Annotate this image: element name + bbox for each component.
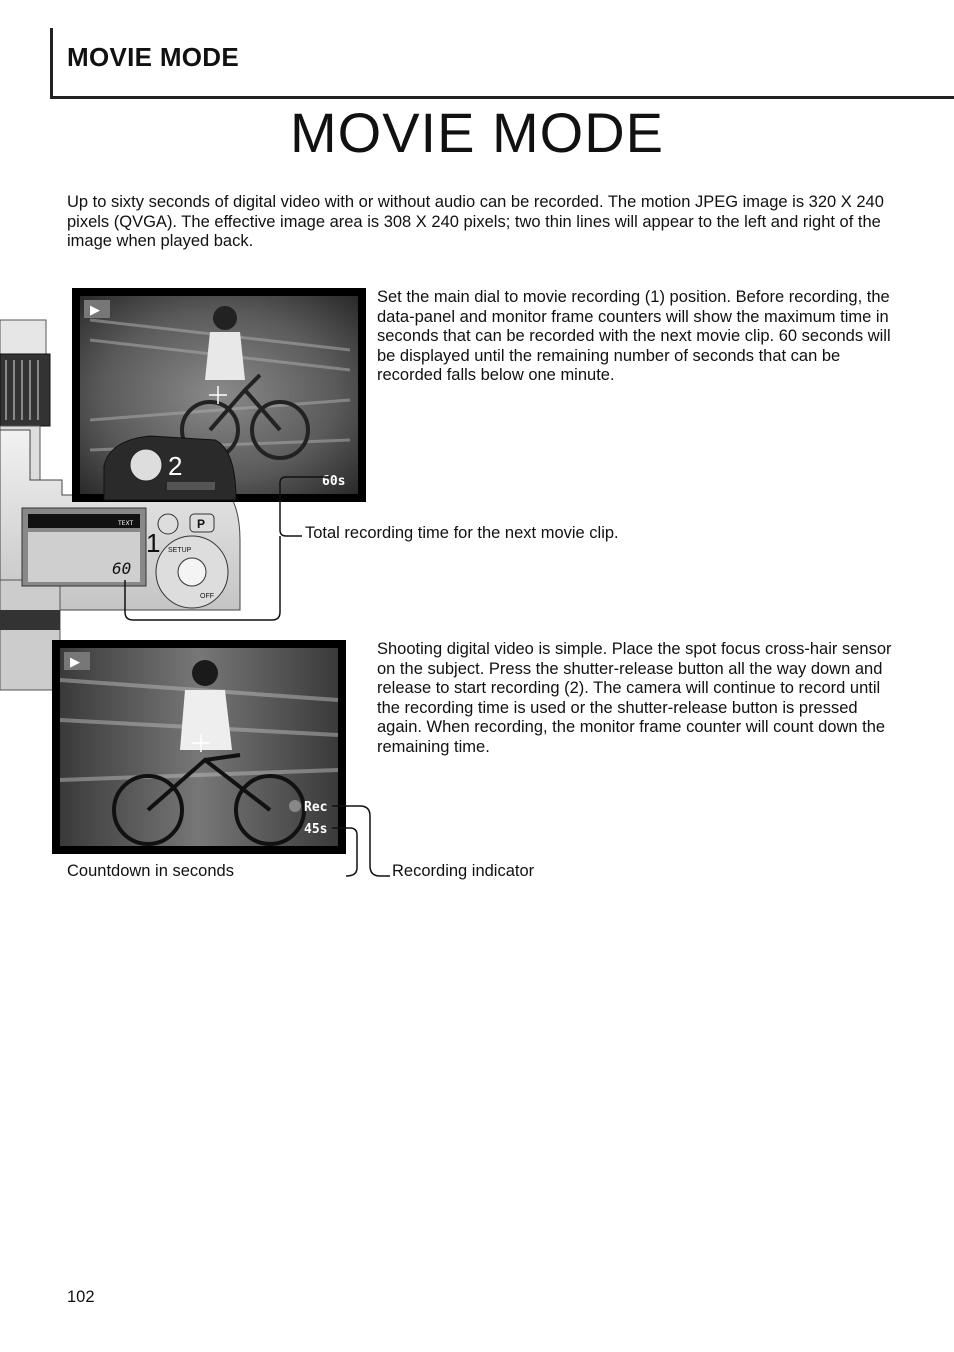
svg-text:▶: ▶ — [90, 303, 100, 318]
shutter-button — [130, 449, 162, 481]
page-number: 102 — [67, 1288, 95, 1306]
rec-dot-icon — [289, 800, 301, 812]
monitor-1-counter: 60s — [322, 474, 346, 489]
callout-1: 1 — [146, 528, 161, 558]
monitor-2 — [52, 640, 346, 854]
data-panel — [22, 508, 146, 586]
svg-text:TEXT: TEXT — [118, 520, 134, 527]
label-total-recording-time: Total recording time for the next movie clip. — [305, 524, 619, 542]
shutter-grip — [104, 436, 236, 500]
small-button — [158, 514, 178, 534]
main-dial — [156, 536, 228, 608]
label-countdown: Countdown in seconds — [67, 862, 234, 880]
paragraph-shooting: Shooting digital video is simple. Place the spot focus cross-hair sensor on the subject. Press the shutter-release button all the way down and release to start recording (2). The camera will continue to record until the recording time is used or the shutter-release button is pressed again. When recording, the monitor frame counter will count down the remaining time. — [377, 640, 892, 756]
callout-2: 2 — [168, 451, 183, 481]
svg-text:▶: ▶ — [70, 655, 80, 670]
section-header: MOVIE MODE — [67, 42, 240, 72]
intro-paragraph: Up to sixty seconds of digital video with or without audio can be recorded. The motion JPEG image is 320 X 240 pixels (QVGA). The effective image area is 308 X 240 pixels; two thin lines will appear to the left and right of the image when played back. — [67, 193, 884, 250]
p-button-label: P — [197, 517, 206, 531]
monitor-2-counter: 45s — [304, 822, 328, 837]
svg-text:SETUP: SETUP — [168, 547, 192, 554]
paragraph-set-dial: Set the main dial to movie recording (1) position. Before recording, the data-panel and monitor frame counters will show the maximum time in seconds that can be recorded with the next movie clip. 60 seconds will be displayed until the remaining number of seconds that can be recorded falls below one minute. — [377, 288, 891, 384]
page-title: MOVIE MODE — [289, 101, 665, 164]
svg-text:OFF: OFF — [200, 593, 214, 600]
data-panel-counter: 60 — [112, 559, 132, 578]
monitor-2-rec: Rec — [304, 800, 328, 815]
label-recording-indicator: Recording indicator — [392, 862, 535, 880]
